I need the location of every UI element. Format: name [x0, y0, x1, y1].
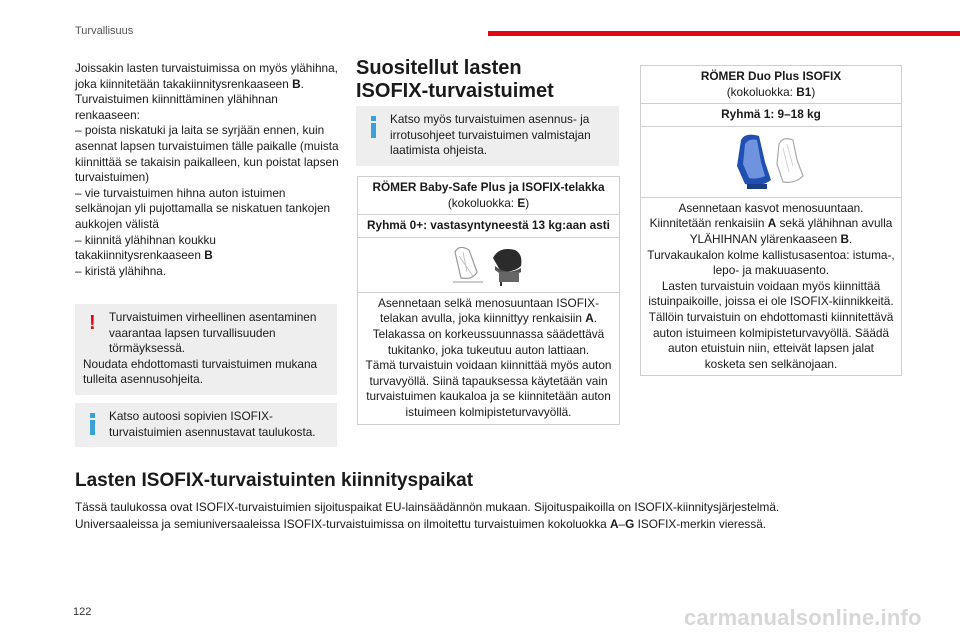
infant-seat-illustration [449, 242, 529, 288]
page-number: 122 [73, 606, 92, 618]
warning-note [75, 304, 337, 395]
seat-description: Asennetaan kasvot menosuuntaan. Kiinnitetään renkaisiin A sekä ylähihnan avulla YLÄHIHNAN ylärenkaaseen B. Turvakaukalon kolme kallistusasentoa: istuma-, lepo- ja makuuasento. Lasten turvaistuin voidaan myös kiinnittää istuinpaikoille, joissa ei ole ISOFIX-kiinnikkeitä. Tällöin turvaistuin on ehdottomasti kiinnitettävä auton istuimeen kolmipisteturvavyöllä. Säädä auton etuistuin niin, etteivät lapsen jalat kosketa sen selkänojaan. [647, 200, 895, 371]
seat-table-duo-plus [640, 65, 902, 376]
list-item: – vie turvaistuimen hihna auton istuimen selkänojan yli pujottamalla se niskatuen tankojen aukkojen välistä [75, 185, 331, 231]
list-item: – kiristä ylähihna. [75, 263, 167, 278]
seat-class: (kokoluokka: B1) [726, 84, 816, 99]
watermark: carmanualsonline.info [684, 605, 922, 630]
paragraph: Turvaistuimen kiinnittäminen ylähihnan renkaaseen: [75, 92, 278, 122]
seat-group: Ryhmä 0+: vastasyntyneestä 13 kg:aan asti [358, 215, 619, 238]
section-header: Turvallisuus [75, 25, 134, 37]
info-text-2: Katso myös turvaistuimen asennus- ja irrotusohjeet turvaistuimen valmistajan laatimista ohjeista. [390, 112, 591, 158]
recommended-seats-title: Suositellut lasten ISOFIX-turvaistuimet [356, 57, 554, 102]
seat-header [358, 177, 619, 215]
warning-icon: ! [89, 312, 96, 334]
left-column [75, 61, 340, 279]
paragraph: Joissakin lasten turvaistuimissa on myös ylähihna, joka kiinnitetään takakiinnitysrenkaaseen B. [75, 61, 338, 91]
section-text: Tässä taulukossa ovat ISOFIX-turvaistuimien sijoituspaikat EU-lainsäädännön mukaan. Sijoituspaikoilla on ISOFIX-kiinnitysjärjestelmä. Universaaleissa ja semiuniversaaleissa ISOFIX-turvaistuimissa on ilmoitettu turvaistuimen kokoluokka A–G ISOFIX-merkin vieressä. [75, 500, 780, 531]
info-note-2 [356, 106, 619, 166]
header-accent-bar [488, 31, 960, 36]
info-icon [371, 116, 376, 138]
info-note [75, 403, 337, 447]
info-icon [90, 413, 95, 435]
section-title: Lasten ISOFIX-turvaistuinten kiinnityspaikat [75, 470, 474, 491]
list-item: – poista niskatuki ja laita se syrjään ennen, kuin asennat lapsen turvaistuimen tälle paikalle (muista kiinnittää se takaisin paikalleen, kun poistat lapsen turvaistuimen) [75, 123, 339, 185]
warning-text: Turvaistuimen virheellinen asentaminen vaarantaa lapsen turvallisuuden törmäyksessä. [109, 310, 317, 356]
seat-description: Asennetaan selkä menosuuntaan ISOFIX-telakan avulla, joka kiinnittyy renkaisiin A. Telakassa on korkeussuunnassa säädettävä tukitanko, joka tukeutuu auton lattiaan. Tämä turvaistuin voidaan kiinnittää myös auton turvavyöllä. Siinä tapauksessa käytetään vain turvaistuimen kaukaloa ja se kiinnitetään auton istuimeen kolmipisteturvavyöllä. [365, 295, 612, 419]
child-seat-illustration [731, 132, 811, 192]
seat-table-baby-safe [357, 176, 620, 425]
seat-header [641, 66, 901, 104]
seat-image [358, 238, 619, 293]
warning-text-2: Noudata ehdottomasti turvaistuimen mukana tulleita asennusohjeita. [83, 356, 318, 387]
seat-group: Ryhmä 1: 9–18 kg [641, 104, 901, 127]
seat-name: RÖMER Baby-Safe Plus ja ISOFIX-telakka [372, 180, 605, 194]
info-text: Katso autoosi sopivien ISOFIX-turvaistuimien asennustavat taulukosta. [109, 409, 316, 439]
seat-class: (kokoluokka: E) [447, 195, 530, 210]
list-item: – kiinnitä ylähihnan koukku takakiinnitysrenkaaseen B [75, 232, 216, 263]
seat-name: RÖMER Duo Plus ISOFIX [700, 69, 842, 83]
seat-image [641, 127, 901, 198]
